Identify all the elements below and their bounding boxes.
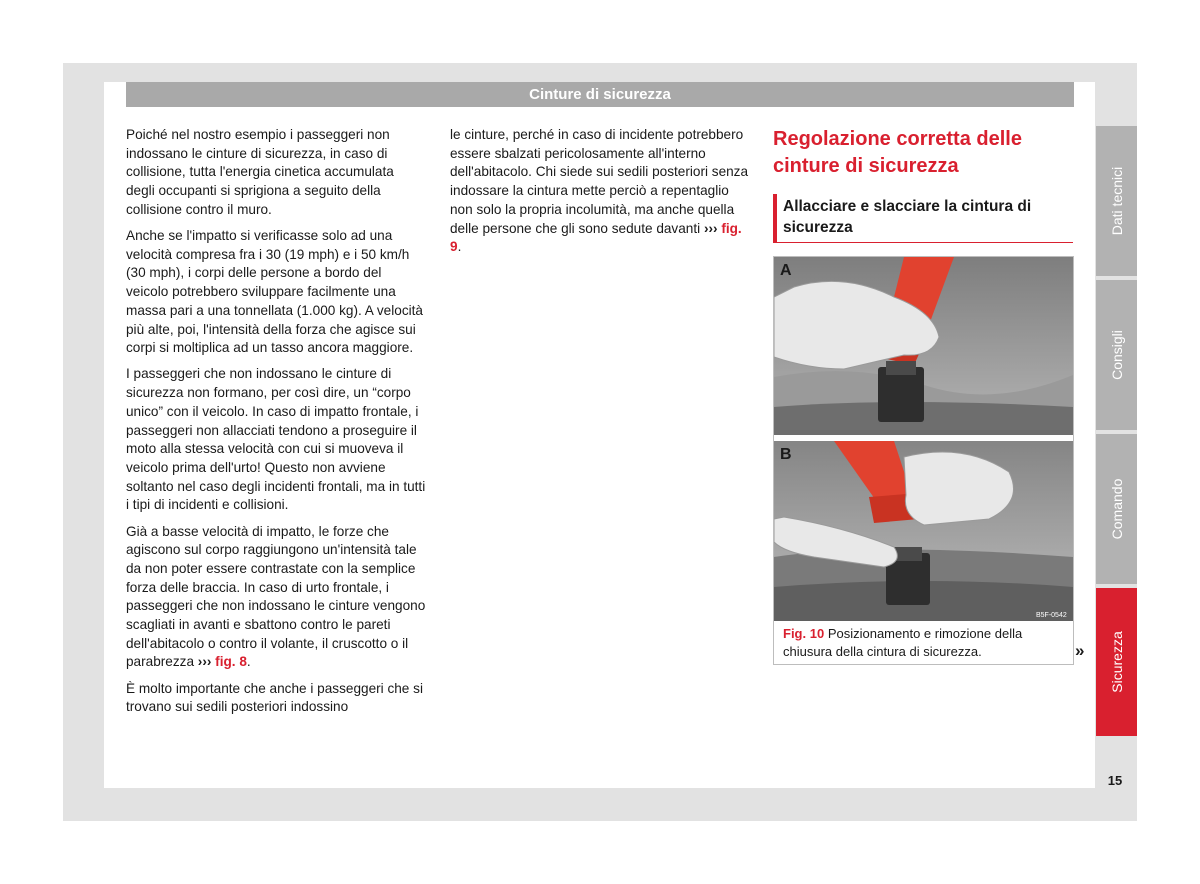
figure-reference-link[interactable]: fig. 9 xyxy=(450,220,742,255)
tab-label: Sicurezza xyxy=(1108,631,1125,693)
figure-caption xyxy=(783,625,1068,661)
section-subtitle: Allacciare e slacciare la cintura di sicurezza xyxy=(773,194,1073,243)
figure-reference-link[interactable]: fig. 8 xyxy=(215,654,247,670)
seatbelt-illustration xyxy=(774,257,1073,621)
panel-a-label: A xyxy=(780,262,792,279)
figure-number: Fig. 10 xyxy=(783,626,825,641)
text-column-left xyxy=(126,126,426,725)
section-title: Regolazione corretta delle cinture di sicurezza xyxy=(773,128,1022,177)
page-number: 15 xyxy=(1107,773,1123,788)
paragraph: È molto importante che anche i passeggeri che si trovano sui sedili posteriori indossino xyxy=(126,680,423,715)
panel-b xyxy=(774,441,1073,621)
tab-label: Dati tecnici xyxy=(1108,166,1125,236)
figure-caption-text: Posizionamento e rimozione della chiusura della cintura di sicurezza. xyxy=(783,626,1023,659)
paragraph: le cinture, perché in caso di incidente potrebbero essere sbalzati pericolosamente all'interno dell'abitacolo. Chi siede sui sedili posteriori senza indossare la cintura mette perciò a repentaglio non solo la propria incolumità, ma anche quella delle persone che gli sono sedute davanti ››› fig. 9. xyxy=(450,127,749,255)
paragraph: Poiché nel nostro esempio i passeggeri non indossano le cinture di sicurezza, in caso di collisione, tutta l'energia cinetica accumulata degli occupanti si sprigiona a seguito della collisione contro il muro. xyxy=(126,127,394,217)
reference-arrow: ››› xyxy=(197,654,212,670)
tab-label: Consigli xyxy=(1108,330,1125,380)
text-column-middle xyxy=(450,126,750,264)
tab-dati-tecnici[interactable] xyxy=(1096,126,1137,276)
paragraph: Già a basse velocità di impatto, le forze che agiscono sul corpo raggiungono un'intensità tale da non poter essere contrastate con la semplice forza delle braccia. In caso di urto frontale, i passeggeri che non indossano le cinture vengono scagliati in avanti e sbattono contro le pareti dell'abitacolo o contro il volante, il cruscotto o il parabrezza ››› fig. 8. xyxy=(126,523,426,670)
tab-sicurezza[interactable] xyxy=(1096,588,1137,736)
paragraph: I passeggeri che non indossano le cinture di sicurezza non formano, per così dire, un “corpo unico” con il veicolo. In caso di impatto frontale, i passeggeri non allacciati tendono a proseguire il moto alla stessa velocità con cui si muoveva il veicolo prima dell'urto! Questo non avviene soltanto nel caso degli incidenti frontali, ma in tutti i tipi di incidenti e collisioni. xyxy=(126,366,426,513)
paragraph-text: le cinture, perché in caso di incidente potrebbero essere sbalzati pericolosamente all'interno dell'abitacolo. Chi siede sui sedili posteriori senza indossare la cintura mette perciò a repentaglio non solo la propria incolumità, ma anche quella delle persone che gli sono sedute davanti xyxy=(450,127,749,236)
paragraph: Anche se l'impatto si verificasse solo ad una velocità compresa fra i 30 (19 mph) e i 50 km/h (30 mph), i corpi delle persone a bordo del veicolo potrebbero sviluppare facilmente una massa pari a una tonnellata (1.000 kg). A velocità più alte, poi, l'intensità della forza che agisce sui corpi si moltiplica ad un tasso ancora maggiore. xyxy=(126,228,423,356)
reference-arrow: ››› xyxy=(703,220,718,236)
continue-arrow-icon: » xyxy=(1075,641,1085,660)
figure-code: B5F-0542 xyxy=(1036,612,1067,619)
panel-a xyxy=(774,257,1073,435)
paragraph-text: Già a basse velocità di impatto, le forze che agiscono sul corpo raggiungono un'intensità tale da non poter essere contrastate con la semplice forza delle braccia. In caso di urto frontale, i passeggeri che non indossano le cinture vengono scagliati in avanti e sbattono contro le pareti dell'abitacolo o contro il volante, il cruscotto o il parabrezza xyxy=(126,523,426,670)
tab-label: Comando xyxy=(1108,478,1125,540)
tab-consigli[interactable] xyxy=(1096,280,1137,430)
panel-b-label: B xyxy=(780,446,792,463)
tab-comando[interactable] xyxy=(1096,434,1137,584)
page-header-title: Cinture di sicurezza xyxy=(126,82,1074,107)
